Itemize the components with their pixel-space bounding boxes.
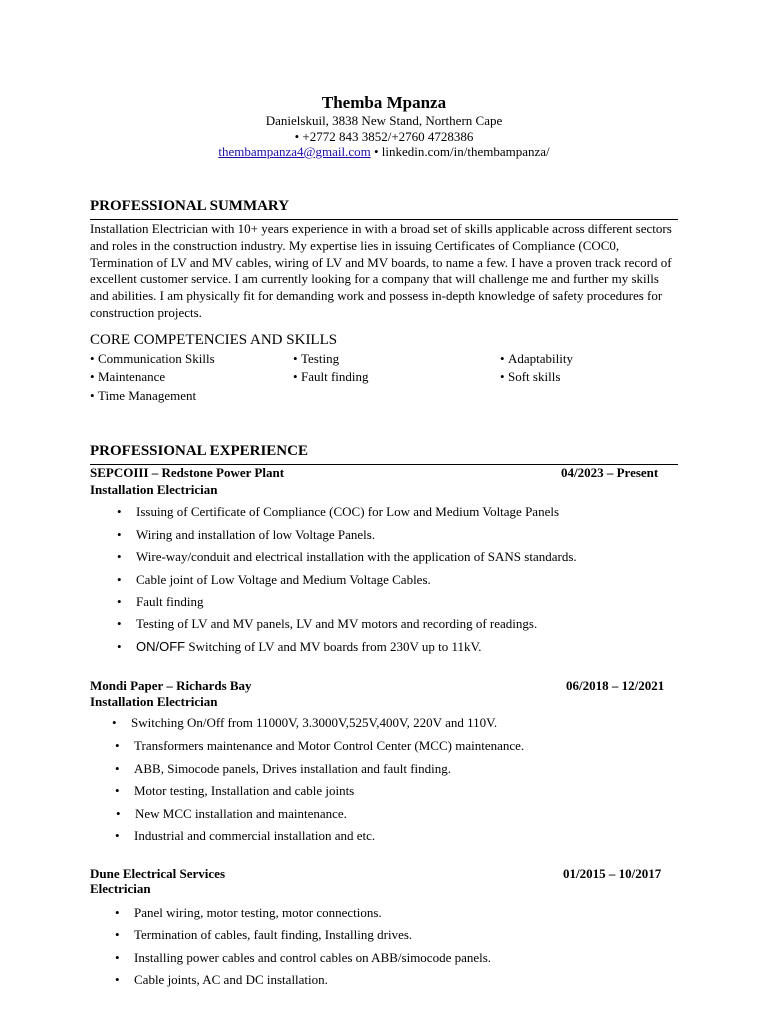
duty-item: • Installing power cables and control cables on ABB/simocode panels. [115,950,492,965]
bullet-icon: • [115,761,120,776]
bullet-icon: • [90,369,95,384]
bullet-icon: • [117,527,122,542]
candidate-name: Themba Mpanza [321,93,447,112]
bullet-icon: • [115,738,120,753]
bullet-icon: • [112,715,117,730]
bullet-icon: • [293,351,298,366]
job-dates: 01/2015 – 10/2017 [563,866,662,881]
email-link[interactable]: thembampanza4@gmail.com [218,144,371,159]
duty-item: • ABB, Simocode panels, Drives installation and fault finding. [115,761,452,776]
job-role: Installation Electrician [90,694,218,709]
duty-item: • Cable joints, AC and DC installation. [115,972,328,987]
duty-item: • Wire-way/conduit and electrical installation with the application of SANS standards. [117,549,577,564]
duty-item: • Switching On/Off from 11000V, 3.3000V,525V,400V, 220V and 110V. [112,715,498,730]
skill-item: • Maintenance [90,369,166,384]
duty-item: • Fault finding [117,594,204,609]
bullet-icon: • [116,806,121,821]
job-role: Electrician [90,881,151,896]
job-dates: 04/2023 – Present [561,465,659,480]
summary-text: Installation Electrician with 10+ years experience in with a broad set of skills applicable across different sectors and roles in the construction industry. My expertise lies in issuing Certificates of Compliance (COC0, Termination of LV and MV cables, wiring of LV and MV boards, to name a few. I have a proven track record of excellent customer service. I am currently looking for a company that will challenge me and further my skills and abilities. I am physically fit for demanding work and possess in-depth knowledge of safety procedures for construction projects. [90,221,672,320]
duty-item: • Wiring and installation of low Voltage Panels. [117,527,376,542]
skill-item: • Fault finding [293,369,369,384]
summary-heading: PROFESSIONAL SUMMARY [90,198,290,214]
linkedin-url: • linkedin.com/in/thembampanza/ [370,144,550,159]
duty-item: • Termination of cables, fault finding, Installing drives. [115,927,413,942]
bullet-icon: • [117,594,122,609]
bullet-icon: • [117,504,122,519]
contact-line [0,144,768,160]
bullet-icon: • [90,351,95,366]
resume-header [0,93,768,160]
bullet-icon: • [117,549,122,564]
duty-item: • Transformers maintenance and Motor Control Center (MCC) maintenance. [115,738,525,753]
job-dates: 06/2018 – 12/2021 [566,678,665,693]
skills-heading: CORE COMPETENCIES AND SKILLS [90,332,338,348]
bullet-icon: • [115,905,120,920]
duty-item: • Cable joint of Low Voltage and Medium Voltage Cables. [117,572,431,587]
address: Danielskuil, 3838 New Stand, Northern Cape [265,113,503,128]
bullet-icon: • [293,369,298,384]
bullet-icon: • [500,369,505,384]
duty-item: • Issuing of Certificate of Compliance (COC) for Low and Medium Voltage Panels [117,504,560,519]
bullet-icon: • [115,927,120,942]
duty-item: • Panel wiring, motor testing, motor connections. [115,905,382,920]
on-off-label: ON/OFF [136,639,186,654]
skill-item: • Time Management [90,388,197,403]
duty-item: • ON/OFF Switching of LV and MV boards from 230V up to 11kV. [117,639,482,654]
summary-divider [90,219,678,220]
job-role: Installation Electrician [90,482,218,497]
job-company: SEPCOIII – Redstone Power Plant [90,465,285,480]
bullet-icon: • [500,351,505,366]
bullet-icon: • [117,639,122,654]
bullet-icon: • [115,972,120,987]
duty-item: • Motor testing, Installation and cable joints [115,783,355,798]
bullet-icon: • [115,783,120,798]
duty-item: • Industrial and commercial installation and etc. [115,828,376,843]
bullet-icon: • [115,950,120,965]
bullet-icon: • [117,572,122,587]
skill-item: • Adaptability [500,351,573,366]
duty-item: • New MCC installation and maintenance. [116,806,347,821]
bullet-icon: • [117,616,122,631]
job-company: Dune Electrical Services [90,866,226,881]
job-company: Mondi Paper – Richards Bay [90,678,252,693]
skill-item: • Soft skills [500,369,561,384]
bullet-icon: • [115,828,120,843]
skill-item: • Communication Skills [90,351,215,366]
phone-numbers: • +2772 843 3852/+2760 4728386 [294,128,474,144]
duty-item: • Testing of LV and MV panels, LV and MV motors and recording of readings. [117,616,538,631]
skill-item: • Testing [293,351,340,366]
bullet-icon: • [90,388,95,403]
experience-heading: PROFESSIONAL EXPERIENCE [90,443,308,459]
